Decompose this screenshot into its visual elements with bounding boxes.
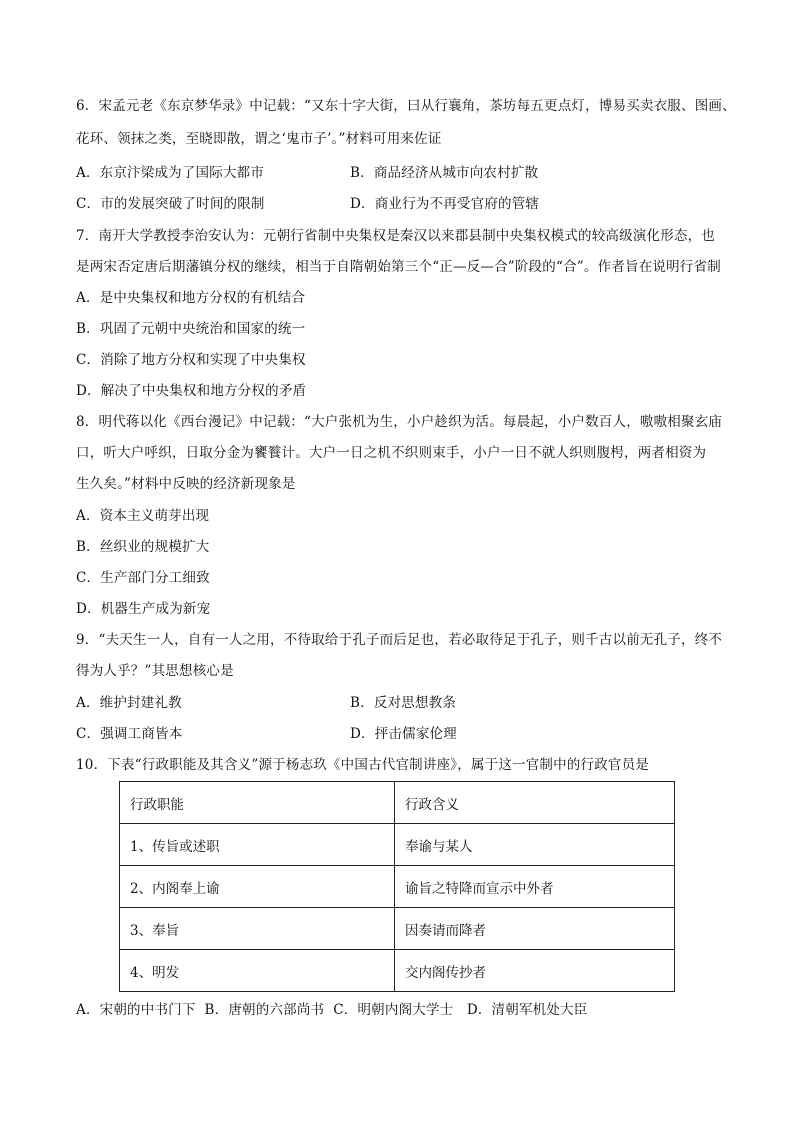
q10-options: A．宋朝的中书门下 B．唐朝的六部尚书 C．明朝内阁大学士 D．清朝军机处大臣 [76,1002,588,1018]
q9-stem-line2: 得为人乎？”其思想核心是 [76,663,234,679]
table-row [120,866,675,908]
q6-option-c: C．市的发展突破了时间的限制 [76,196,265,212]
table-cell: 谕旨之特降而宣示中外者 [395,866,675,908]
q8-option-c: C．生产部门分工细致 [76,570,210,586]
table-header-cell: 行政职能 [120,782,395,824]
q6-option-b: B．商品经济从城市向农村扩散 [350,165,539,181]
q8-option-d: D．机器生产成为新宠 [76,601,211,617]
q7-stem-line2: 是两宋否定唐后期藩镇分权的继续，相当于自隋朝始第三个“正—反—合”阶段的“合”。作者旨在说明行省制 [76,259,721,275]
q6-stem-line2: 花环、领抹之类，至晓即散，谓之‘鬼市子’。”材料可用来佐证 [76,131,442,147]
q9-option-d: D．抨击儒家伦理 [350,726,457,742]
q8-stem-line2: 口，听大户呼织，日取分金为饔餮计。大户一日之机不织则束手，小户一日不就人织则腹枵，两者相资为 [76,445,707,461]
table-cell: 交内阁传抄者 [395,950,675,992]
table-header-row [120,782,675,824]
table-cell: 4、明发 [120,950,395,992]
q8-stem-line1: 8．明代蒋以化《西台漫记》中记载：“大户张机为生，小户趁织为活。每晨起，小户数百人，嗷嗷相聚玄庙 [76,414,723,430]
q9-option-b: B．反对思想教条 [350,695,457,711]
q7-stem-line1: 7．南开大学教授李治安认为：元朝行省制中央集权是秦汉以来郡县制中央集权模式的较高级演化形态，也 [76,228,715,244]
table-cell: 1、传旨或述职 [120,824,395,866]
q9-option-c: C．强调工商皆本 [76,726,183,742]
table-cell: 3、奉旨 [120,908,395,950]
q8-stem-line3: 生久矣。”材料中反映的经济新现象是 [76,476,296,492]
table-cell: 奉谕与某人 [395,824,675,866]
q8-option-b: B．丝织业的规模扩大 [76,539,210,555]
q6-option-d: D．商业行为不再受官府的管辖 [350,196,540,212]
table-cell: 2、内阁奉上谕 [120,866,395,908]
q7-option-b: B．巩固了元朝中央统治和国家的统一 [76,321,306,337]
q9-stem-line1: 9．“夫天生一人，自有一人之用，不待取给于孔子而后足也，若必取待足于孔子，则千古以前无孔子，终不 [76,632,723,648]
table-cell: 因奏请而降者 [395,908,675,950]
q7-option-d: D．解决了中央集权和地方分权的矛盾 [76,383,307,399]
q7-option-c: C．消除了地方分权和实现了中央集权 [76,352,306,368]
q10-table [119,781,675,992]
q9-option-a: A．维护封建礼教 [76,695,182,711]
table-row [120,908,675,950]
q8-option-a: A．资本主义萌芽出现 [76,508,210,524]
q6-stem-line1: 6．宋孟元老《东京梦华录》中记载：“又东十字大街，曰从行襄角，茶坊每五更点灯，博易买卖衣服、图画、 [76,98,736,114]
table-row [120,950,675,992]
q6-option-a: A．东京汴梁成为了国际大都市 [76,165,265,181]
q10-stem: 10．下表“行政职能及其含义”源于杨志玖《中国古代官制讲座》，属于这一官制中的行政官员是 [76,757,650,773]
table-row [120,824,675,866]
q7-option-a: A．是中央集权和地方分权的有机结合 [76,290,306,306]
table-header-cell: 行政含义 [395,782,675,824]
